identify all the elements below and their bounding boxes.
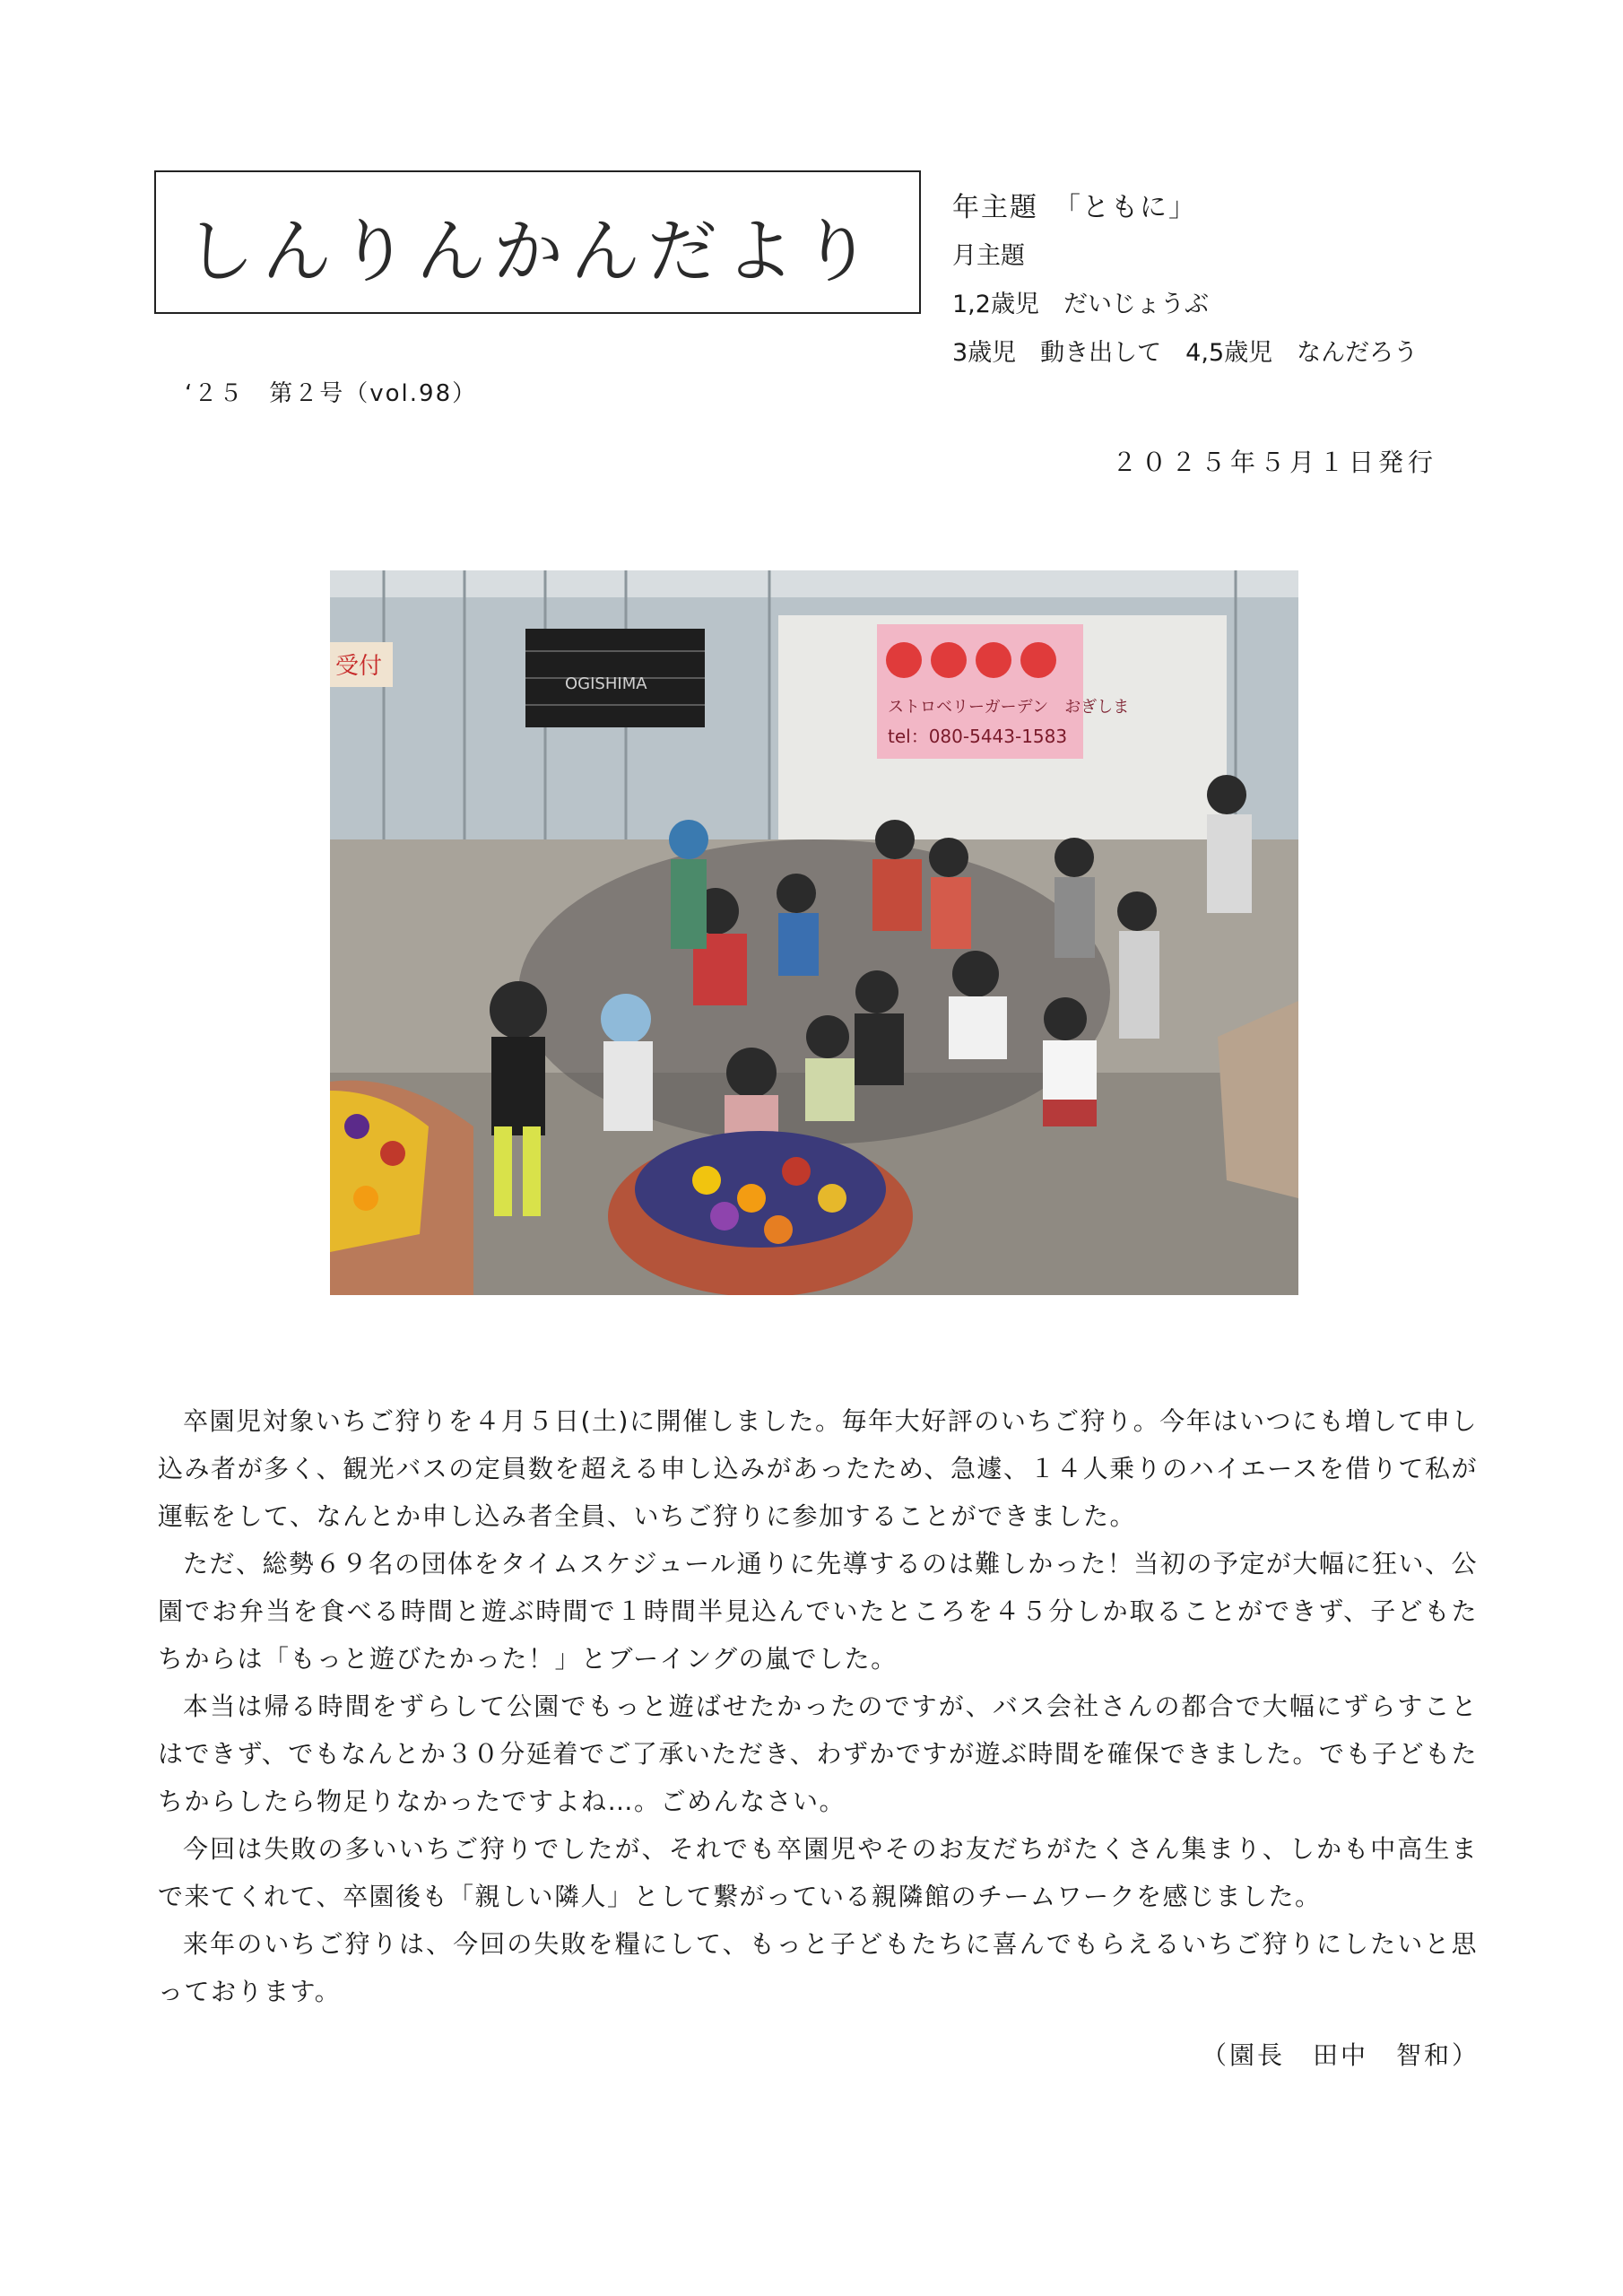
article-paragraph: 卒園児対象いちご狩りを４月５日(土)に開催しました。毎年大好評のいちご狩り。今年はいつにも増して申し込み者が多く、観光バスの定員数を超える申し込みがあったため、急遽、１４人乗りのハイエースを借りて私が運転をして、なんとか申し込み者全員、いちご狩りに参加することができました。 — [158, 1406, 1478, 1531]
article-paragraph: ただ、総勢６９名の団体をタイムスケジュール通りに先導するのは難しかった！当初の予定が大幅に狂い、公園でお弁当を食べる時間と遊ぶ時間で１時間半見込んでいたところを４５分しか取ることができず、子どもたちからは「もっと遊びたかった！」とブーイングの嵐でした。 — [158, 1549, 1478, 1674]
year-theme: 年主題 「ともに」 — [952, 192, 1197, 223]
group-photo — [330, 570, 1298, 1295]
reception-sign: 受付 — [335, 653, 383, 680]
newsletter-title: しんりんかんだより — [185, 212, 880, 292]
sign-title: ストロベリーガーデン おぎしま — [888, 698, 1130, 717]
article-paragraph: 今回は失敗の多いいちご狩りでしたが、それでも卒園児やそのお友だちがたくさん集まり、しかも中高生まで来てくれて、卒園後も「親しい隣人」として繋がっている親隣館のチームワークを感じました。 — [158, 1834, 1478, 1911]
article-paragraph: 来年のいちご狩りは、今回の失敗を糧にして、もっと子どもたちに喜んでもらえるいちご狩りにしたいと思っております。 — [158, 1929, 1478, 2006]
sign-phone: tel：080-5443-1583 — [888, 726, 1068, 747]
themes-block — [952, 184, 1418, 378]
month-theme-label: 月主題 — [952, 242, 1025, 270]
board-text: OGISHIMA — [565, 674, 647, 693]
theme-age-345: 3歳児 動き出して 4,5歳児 なんだろう — [952, 339, 1419, 367]
issue-date: ２０２５年５月１日発行 — [1112, 448, 1438, 477]
signature: （園長 田中 智和） — [1202, 2040, 1480, 2070]
issue-number: ‘２５ 第２号（vol.98） — [185, 380, 478, 407]
theme-age-12: 1,2歳児 だいじょうぶ — [952, 291, 1209, 318]
title-box — [154, 170, 921, 314]
article-paragraph: 本当は帰る時間をずらして公園でもっと遊ばせたかったのですが、バス会社さんの都合で大幅にずらすことはできず、でもなんとか３０分延着でご了承いただき、わずかですが遊ぶ時間を確保できました。でも子どもたちからしたら物足りなかったですよね…。ごめんなさい。 — [158, 1692, 1478, 1816]
article-body — [158, 1397, 1478, 2015]
